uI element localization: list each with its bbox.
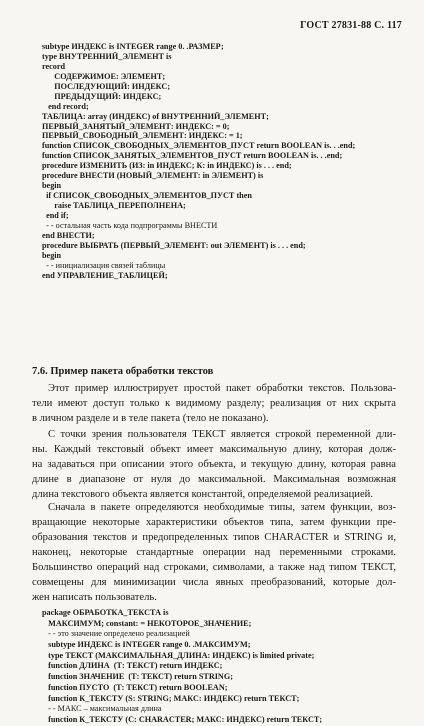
code-line: type ТЕКСТ (МАКСИМАЛЬНАЯ_ДЛИНА: ИНДЕКС) is limited private;	[42, 650, 315, 660]
code-line: end record;	[42, 101, 89, 111]
code-line: end ВНЕСТИ;	[42, 230, 95, 240]
text-line: С точки зрения пользователя ТЕКСТ является строкой переменной дли-	[48, 429, 396, 440]
code-line: subtype ИНДЕКС is INTEGER range 0. .МАКСИМУМ;	[42, 640, 251, 650]
paragraph-package-structure	[32, 500, 396, 605]
page-header: ГОСТ 27831-88 С. 117	[300, 20, 402, 31]
code-listing-text-package	[42, 608, 412, 726]
code-line: ПРЕДЫДУЩИЙ: ИНДЕКС;	[42, 91, 162, 101]
code-line: - - остальная часть кода подпрограммы ВНЕСТИ	[42, 220, 218, 230]
text-line: наконец, некоторые стандартные операции над переменными строками.	[32, 547, 396, 558]
text-line: длина текстового объекта является константой, определяемой реализацией.	[32, 489, 374, 500]
code-line: begin	[42, 250, 62, 260]
text-line: совмещены для минимизации числа явных преобразований, которые дол-	[32, 577, 396, 588]
code-line: function СПИСОК_СВОБОДНЫХ_ЭЛЕМЕНТОВ_ПУСТ return BOOLEAN is. . .end;	[42, 141, 356, 151]
code-line: raise ТАБЛИЦА_ПЕРЕПОЛНЕНА;	[42, 201, 186, 210]
code-line: type ВНУТРЕННИЙ_ЭЛЕМЕНТ is	[42, 51, 172, 61]
code-line: begin	[42, 181, 62, 191]
code-line: subtype ИНДЕКС is INTEGER range 0. .РАЗМЕР;	[42, 42, 224, 51]
text-line: в личном разделе и в теле пакета (тело не показано).	[32, 413, 269, 424]
code-line: procedure ВНЕСТИ (НОВЫЙ_ЭЛЕМЕНТ: in ЭЛЕМЕНТ) is	[42, 171, 264, 181]
code-line: function ДЛИНА (Т: ТЕКСТ) return ИНДЕКС;	[42, 661, 223, 671]
code-line: end УПРАВЛЕНИЕ_ТАБЛИЦЕЙ;	[42, 270, 168, 280]
text-line: ны. Каждый текстовый объект имеет максимальную длину, которая долж-	[32, 444, 396, 455]
code-line: - - это значение определено реализацией	[42, 629, 190, 639]
text-line: Сначала в пакете определяются необходимые типы, затем функции, воз-	[48, 502, 396, 513]
code-line: function К_ТЕКСТУ (С: CHARACTER; МАКС: ИНДЕКС) return ТЕКСТ;	[42, 714, 323, 724]
text-line: жен написать пользователь.	[32, 592, 157, 603]
code-line: ПЕРВЫЙ_СВОБОДНЫЙ_ЭЛЕМЕНТ: ИНДЕКС: = 1;	[42, 131, 243, 141]
text-line: вращающие некоторые характеристики объектов типа, затем функции пре-	[32, 517, 396, 528]
paragraph-intro	[32, 381, 396, 426]
section-heading: 7.6. Пример пакета обработки текстов	[32, 366, 214, 377]
text-line: образования текстов и предопределенных типов CHARACTER и STRING и,	[32, 532, 396, 543]
code-line: function К_ТЕКСТУ (S: STRING; МАКС: ИНДЕКС) return ТЕКСТ;	[42, 693, 300, 703]
code-line: МАКСИМУМ; constant: = НЕКОТОРОЕ_ЗНАЧЕНИЕ;	[42, 618, 252, 628]
text-line: Большинство операций над строками, символами, а также над типом ТЕКСТ,	[32, 562, 396, 573]
text-line: на задаваться при описании этого объекта, и текущую длину, которая равна	[32, 459, 396, 470]
code-line: record	[42, 61, 66, 71]
code-line: procedure ИЗМЕНИТЬ (ИЗ: in ИНДЕКС; К: in ИНДЕКС) is . . . end;	[42, 161, 292, 171]
code-line: if СПИСОК_СВОБОДНЫХ_ЭЛЕМЕНТОВ_ПУСТ then	[42, 191, 252, 201]
code-line: function ПУСТО (Т: ТЕКСТ) return BOOLEAN;	[42, 682, 228, 692]
code-line: end if;	[42, 210, 69, 220]
code-line: package ОБРАБОТКА_ТЕКСТА is	[42, 608, 169, 617]
code-line: СОДЕРЖИМОЕ: ЭЛЕМЕНТ;	[42, 71, 166, 81]
code-line: - - МАКС – максимальная длина	[42, 704, 162, 714]
code-line: ТАБЛИЦА: array (ИНДЕКС) of ВНУТРЕННИЙ_ЭЛЕМЕНТ;	[42, 111, 269, 121]
text-line: тели имеют доступ только к видимому разделу; реализация от них скрыта	[32, 398, 396, 409]
text-line: длине в диапазоне от нуля до максимальной. Максимальная возможная	[32, 474, 396, 485]
code-line: ПЕРВЫЙ_ЗАНЯТЫЙ_ЭЛЕМЕНТ: ИНДЕКС: = 0;	[42, 121, 230, 131]
code-listing-table-management	[42, 42, 412, 281]
code-line: function ЗНАЧЕНИЕ (Т: ТЕКСТ) return STRING;	[42, 672, 233, 682]
paragraph-text-definition	[32, 427, 396, 502]
text-line: Этот пример иллюстрирует простой пакет обработки текстов. Пользова-	[48, 383, 396, 394]
code-line: procedure ВЫБРАТЬ (ПЕРВЫЙ_ЭЛЕМЕНТ: out ЭЛЕМЕНТ) is . . . end;	[42, 240, 306, 250]
code-line: ПОСЛЕДУЮЩИЙ: ИНДЕКС;	[42, 81, 171, 91]
code-line: function СПИСОК_ЗАНЯТЫХ_ЭЛЕМЕНТОВ_ПУСТ return BOOLEAN is. . .end;	[42, 151, 343, 161]
code-line: - - инициализация связей таблицы	[42, 260, 166, 270]
